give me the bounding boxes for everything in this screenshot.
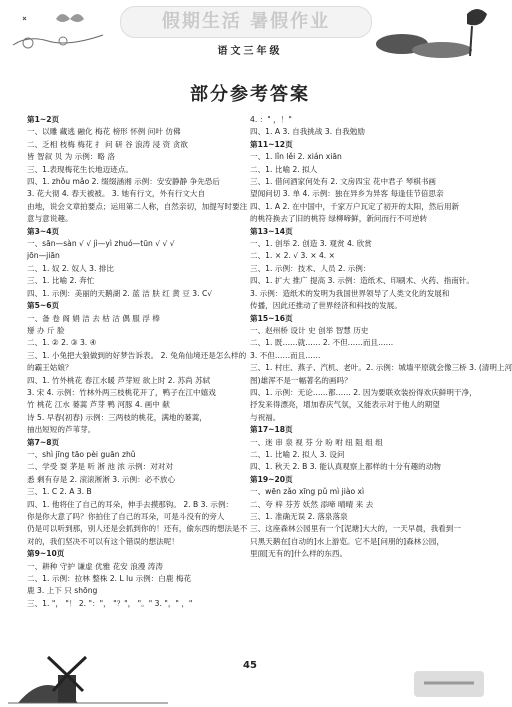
section-heading: 第17~18页 (250, 425, 293, 435)
answer-line: 二、1. 奴 2. 奴人 3. 排比 (27, 263, 114, 273)
answer-line: 二、1. 比喻 2. 拟人 (250, 164, 318, 174)
answer-column-left (27, 114, 249, 610)
answer-line: 三、1. 借问酒家何处有 2. 文房四宝 花中君子 琴棋书画 (250, 177, 437, 187)
answer-line: 3. 示例：造纸术的发明为我国世界领导了人类文化的发展和 (250, 288, 450, 298)
answer-line: 四、1. zhǒu mǎo 2. 缀缀涵湘 示例：安安静静 争先恐后 (27, 177, 221, 187)
answer-line: 四、1. 示例：无论……都…… 2. 因为要联欢装扮得欢庆鲜明干净， (250, 387, 477, 397)
answer-line: 三、这座森林公园里有一个[泥塘]大大的，一天早晨，我看到一 (250, 524, 461, 534)
answer-line: 一、shì jīng tāo pèi guān zhǔ (27, 449, 136, 459)
answer-line: 与祝福。 (250, 412, 281, 422)
answer-line: 三、1. 村庄、燕子、汽机、老叶。2. 示例：城墙平原就会像三桥 3. (清明上河 (250, 363, 512, 373)
section-heading: 第5~6页 (27, 301, 60, 311)
answer-line: 二、1. 示例：拉林 整株 2. L lu 示例：白鹿 梅花 (27, 574, 192, 584)
answer-line: 你是你大意了吗？你拍住了自己的耳朵，可是斗没有的旁人 (27, 512, 225, 521)
answer-line: 一、1. 创举 2. 创造 3. 观赏 4. 欣赏 (250, 239, 372, 249)
answer-line: 三、1. 小兔把大狼做到的好梦告诉表。 2. 兔角仙境还是怎么样的 (27, 350, 247, 360)
banner-title: 假期生活 暑假作业 (161, 11, 331, 32)
section-heading: 第7~8页 (27, 437, 60, 447)
windmill-scene-icon (8, 647, 168, 703)
answer-line: 二、乏相 枝梅 梅花 扌 问 研 谷 浪涛 浸 资 贪欲 (27, 139, 188, 149)
answer-line: 仍是可以听到那，别人还是会抓到你的！还有，偷东西的想法是不 (27, 524, 248, 534)
answer-line: 对的，我们坚决不可以有这个错误的想法呢！ (27, 536, 179, 546)
answer-line: 一、赵州桥 设计 史 创举 智慧 历史 (250, 325, 369, 335)
answer-line: 3. 宋 4. 示例：竹林外两三枝桃花开了，鸭子在江中嬉戏 (27, 387, 216, 397)
answer-line: 四、1. 竹外桃花 春江水暖 芦芽短 欲上时 2. 苏尚 苏轼 (27, 375, 211, 385)
lotus-ink-icon (372, 4, 492, 62)
answer-line: 抽出短短的芦苇芽。 (27, 425, 96, 435)
page-number: 45 (243, 660, 257, 671)
answer-line: 里面[无有的]什么样的东西。 (250, 549, 348, 559)
answer-line: 一、迷 串 泉 视 芬 分 吩 咐 纽 阻 组 组 (250, 437, 383, 447)
section-heading: 第13~14页 (250, 226, 293, 236)
answer-line: 三、1. "， "！ 2. "："， "？"， "。" 3. "，" ，" (27, 598, 193, 608)
answer-line: 四、1. 扩大 推广 提高 3. 示例：造纸术、印刷术、火药、指南针。 (250, 276, 474, 286)
section-heading: 第11~12页 (250, 139, 293, 149)
answer-line: 二、1. ② 2. ③ 3. ④ (27, 338, 97, 348)
corner-decoration-icon (404, 663, 494, 703)
answer-line: 一、备 卷 阁 娟 洁 去 枯 沽 偶 服 浮 棒 (27, 313, 160, 323)
answer-line: 一、以雕 藏逃 融化 梅花 榜形 怀例 问叶 仿佛 (27, 127, 181, 137)
answer-line: 三、1. 示例：技术、人员 2. 示例： (250, 263, 371, 273)
answer-line: 悉 剩有存是 2. 滚滚淅淅 3. 示例：必不放心 (27, 474, 176, 484)
answer-line: 一、sān—sàn √ √ jì—yì zhuó—tūn √ √ √ (27, 239, 175, 249)
answer-line: 意与意说趣。 (27, 214, 73, 224)
answer-line: 三、1. 准确无误 2. 落泉落泉 (250, 512, 348, 521)
answer-line: 只黑天鹅在[自动的]水上游览。它不是[问朋的]森林公园， (250, 536, 445, 546)
answer-line: 三、1.表现梅花生长地迈迹点。 (27, 164, 133, 174)
answer-line: 由地，说会文章拍要点；运用第二人称，自然亲切，加提写时要注 (27, 201, 248, 211)
answer-line: 诗 5. 早春(初春) 示例：三两枝的桃花，满地的蒌蒿， (27, 412, 207, 422)
answer-line: 竹 桃花 江水 蒌蒿 芦芽 鸭 河豚 4. 画中 献 (27, 400, 170, 410)
section-heading: 第3~4页 (27, 226, 60, 236)
answer-line: 鹿 3. 上下 只 shōng (27, 586, 98, 596)
answer-line: 一、耕种 守护 谦虚 优雅 花安 浪漫 涛涛 (27, 561, 163, 571)
answer-line: 3. 花大彻 4. 春天被被。 3. 她有行文，外有行文大自 (27, 189, 206, 199)
answer-line: 一、1. lǐn lěi 2. xián xiān (250, 152, 342, 162)
answer-line: 的桃符换去了旧的桃符 绿柳啼鲜，新问而行不可逆转 (250, 214, 428, 224)
answer-line: 3. 不但……而且…… (250, 350, 321, 360)
answer-line: 四、1. 秋天 2. B 3. 能认真观察上都样的十分有趣的动物 (250, 462, 441, 472)
section-heading: 第15~16页 (250, 313, 293, 323)
answer-line: 三、1. C 2. A 3. B (27, 487, 92, 497)
answer-line: 二、1. 既……就…… 2. 不但……而且…… (250, 338, 394, 348)
answer-line: 二、1. × 2. √ 3. × 4. × (250, 251, 335, 261)
answer-line: 4. ：" ，！" (250, 115, 292, 124)
page-header (0, 0, 500, 62)
answer-line: 四、1. A 2. 在中国中，千家万户瓦定了初开的太阳，然后用新 (250, 201, 460, 211)
answer-line: 四、1. 示例：美丽的天鹅湖 2. 蓝 洁 肤 红 黄 豆 3. C√ (27, 288, 213, 298)
section-heading: 第1~2页 (27, 115, 60, 124)
answer-line: 二、学受 耍 茅是 听 淅 池 浓 示例：对对对 (27, 462, 173, 472)
grade-label: 语文三年级 (217, 46, 283, 57)
answer-line: 的霸王姑娘？ (27, 363, 73, 373)
answer-line: 二、1. 比喻 2. 拟人 3. 设问 (250, 449, 345, 459)
page-title: 部分参考答案 (190, 84, 310, 105)
answer-line: 图)雄浑不是一幅著名的画吗？ (250, 375, 352, 385)
answer-line: 皆 智叙 贝 为 示例：略 洛 (27, 152, 116, 162)
answer-line: 一、wēn zǎo xīng pǔ mì jiào xì (250, 487, 365, 497)
answer-line: jōn—jiān (27, 251, 60, 261)
answer-line: 三、1. 比喻 2. 奔忙 (27, 276, 95, 286)
answer-line: 掰 办 斤 脸 (27, 325, 65, 335)
answer-line: 四、1. A 3. 自我挑战 3. 自我勉励 (250, 127, 365, 137)
answer-line: 二、夸 梓 芬芳 妖然 添啼 晴晴 来 去 (250, 499, 374, 509)
answer-column-right (250, 114, 512, 561)
answer-line: 传播，因此还推动了世界经济和科技的发展。 (250, 301, 402, 311)
header-banner (120, 6, 372, 38)
section-heading: 第19~20页 (250, 474, 293, 484)
answer-line: 四、1. 他将住了自己的耳朵，伸手去摸那钩。 2. B 3. 示例： (27, 499, 234, 509)
section-heading: 第9~10页 (27, 549, 65, 559)
answer-line: 抒发来得漂亮，增加春庆气氛，又能表示对于他人的期望 (250, 400, 440, 410)
answer-line: 望闻问切 3. 单 4. 示例：独在异乡为异客 每逢佳节倍思亲 (250, 189, 444, 199)
